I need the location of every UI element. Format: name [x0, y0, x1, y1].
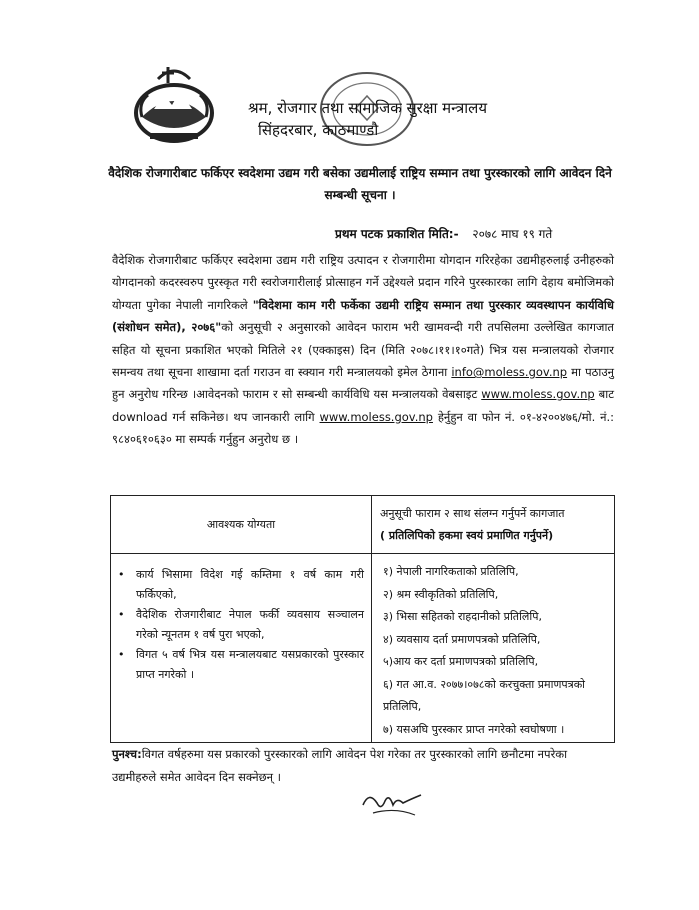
email-link[interactable]: info@moless.gov.np — [451, 365, 568, 380]
publication-date — [335, 225, 552, 242]
document-item: ५)आय कर दर्ता प्रमाणपत्रको प्रतिलिपि, — [383, 655, 539, 668]
documents-list — [383, 561, 605, 741]
document-item: ६) गत आ.व. २०७७।०७८को करचुक्ता प्रमाणपत्रको प्रतिलिपि, — [383, 677, 586, 713]
signature — [355, 783, 435, 823]
ministry-name — [248, 98, 487, 140]
table-header-documents — [372, 496, 615, 554]
qualification-cell — [111, 554, 372, 743]
website-link-2[interactable]: www.moless.gov.np — [319, 409, 433, 424]
documents-cell — [372, 554, 615, 743]
requirements-table — [110, 495, 615, 743]
body-text-3: मा पठाउनु हुन अनुरोध गरिन्छ ।आवेदनको फाराम र सो सम्बन्धी कार्यविधि यस मन्त्रालयको वेबसाइट — [112, 365, 615, 402]
qualification-item: • कार्य भिसामा विदेश गई कम्तिमा १ वर्ष काम गरी फर्किएको, — [136, 565, 364, 605]
publication-label: प्रथम पटक प्रकाशित मिति:- — [335, 227, 459, 241]
postscript-label: पुनश्च: — [112, 747, 142, 761]
postscript-text: विगत वर्षहरुमा यस प्रकारको पुरस्कारको लागि आवेदन पेश गरेका तर पुरस्कारको लागि छनौटमा नपरेका उद्यमीहरुले समेत आवेदन दिन सक्नेछन् । — [112, 747, 568, 784]
body-text-5: हेर्नुहुन वा फोन नं. ०१-४२००४७६/मो. नं.: ९८४०६१०६३० मा सम्पर्क गर्नुहुन अनुरोध छ । — [112, 409, 614, 447]
document-item: ४) व्यवसाय दर्ता प्रमाणपत्रको प्रतिलिपि, — [383, 632, 541, 646]
body-text-4: बाट download गर्न सकिनेछ। थप जानकारी लागि — [112, 387, 615, 424]
document-item: ३) भिसा सहितको राहदानीको प्रतिलिपि, — [383, 610, 542, 623]
table-header-documents-line2: ( प्रतिलिपिको हकमा स्वयं प्रमाणित गर्नुपर्ने) — [380, 528, 554, 542]
document-item: ७) यसअघि पुरस्कार प्राप्त नगरेको स्वघोषणा । — [383, 722, 565, 736]
ministry-line1: श्रम, रोजगार तथा सामाजिक सुरक्षा मन्त्रालय — [248, 99, 488, 117]
document-item: २) श्रम स्वीकृतिको प्रतिलिपि, — [383, 587, 499, 601]
table-header-qualification: आवश्यक योग्यता — [111, 496, 372, 554]
ministry-line2: सिंहदरबार, काठमाण्डौ — [258, 121, 379, 139]
document-item: १) नेपाली नागरिकताको प्रतिलिपि, — [383, 565, 519, 578]
qualification-list — [136, 565, 364, 685]
notice-body — [112, 249, 614, 451]
table-header-documents-line1: अनुसूची फाराम २ साथ संलग्न गर्नुपर्ने कागजात — [380, 506, 565, 520]
publication-date-value: २०७८ माघ १९ गते — [472, 227, 553, 241]
procedure-name: "विदेशमा काम गरी फर्केका उद्यमी राष्ट्रिय सम्मान तथा पुरस्कार व्यवस्थापन कार्यविधि (संशोधन समेत), २०७६" — [112, 297, 614, 335]
nepal-government-emblem — [128, 55, 220, 147]
website-link[interactable]: www.moless.gov.np — [481, 387, 595, 402]
qualification-item: • वैदेशिक रोजगारीबाट नेपाल फर्की व्यवसाय सञ्चालन गरेको न्यूनतम १ वर्ष पुरा भएको, — [136, 605, 364, 645]
qualification-item: • विगत ५ वर्ष भित्र यस मन्त्रालयबाट यसप्रकारको पुरस्कार प्राप्त नगरेको । — [136, 645, 364, 685]
body-text-1: वैदेशिक रोजगारीबाट फर्किएर स्वदेशमा उद्यम गरी राष्ट्रिय उत्पादन र रोजगारीमा योगदान गरिरहेका उद्यमीहरुलाई उनीहरुको योगदानको कदरस्वरुप पुरस्कृत गरी स्वरोजगारीलाई प्रोत्साहन गर्ने उद्देश्यले प्रदान गरिने पुरस्कारका लागि देहाय बमोजिमको योग्यता पुगेका नेपाली नागरिकले — [112, 253, 614, 312]
body-text-2: को अनुसूची २ अनुसारको आवेदन फाराम भरी खामवन्दी गरी तपसिलमा उल्लेखित कागजात सहित यो सूचना प्रकाशित भएको मितिले २१ (एक्काइस) दिन (मिति २०७८।११।१०गते) भित्र यस मन्त्रालयको रोजगार समन्वय तथा सूचना शाखामा दर्ता गराउन वा स्क्यान गरी मन्त्रालयको इमेल ठेगाना — [112, 320, 614, 380]
notice-title: वैदेशिक रोजगारीबाट फर्किएर स्वदेशमा उद्यम गरी बसेका उद्यमीलाई राष्ट्रिय सम्मान तथा पुरस्कारको लागि आवेदन दिने सम्बन्धी सूचना । — [108, 166, 612, 202]
